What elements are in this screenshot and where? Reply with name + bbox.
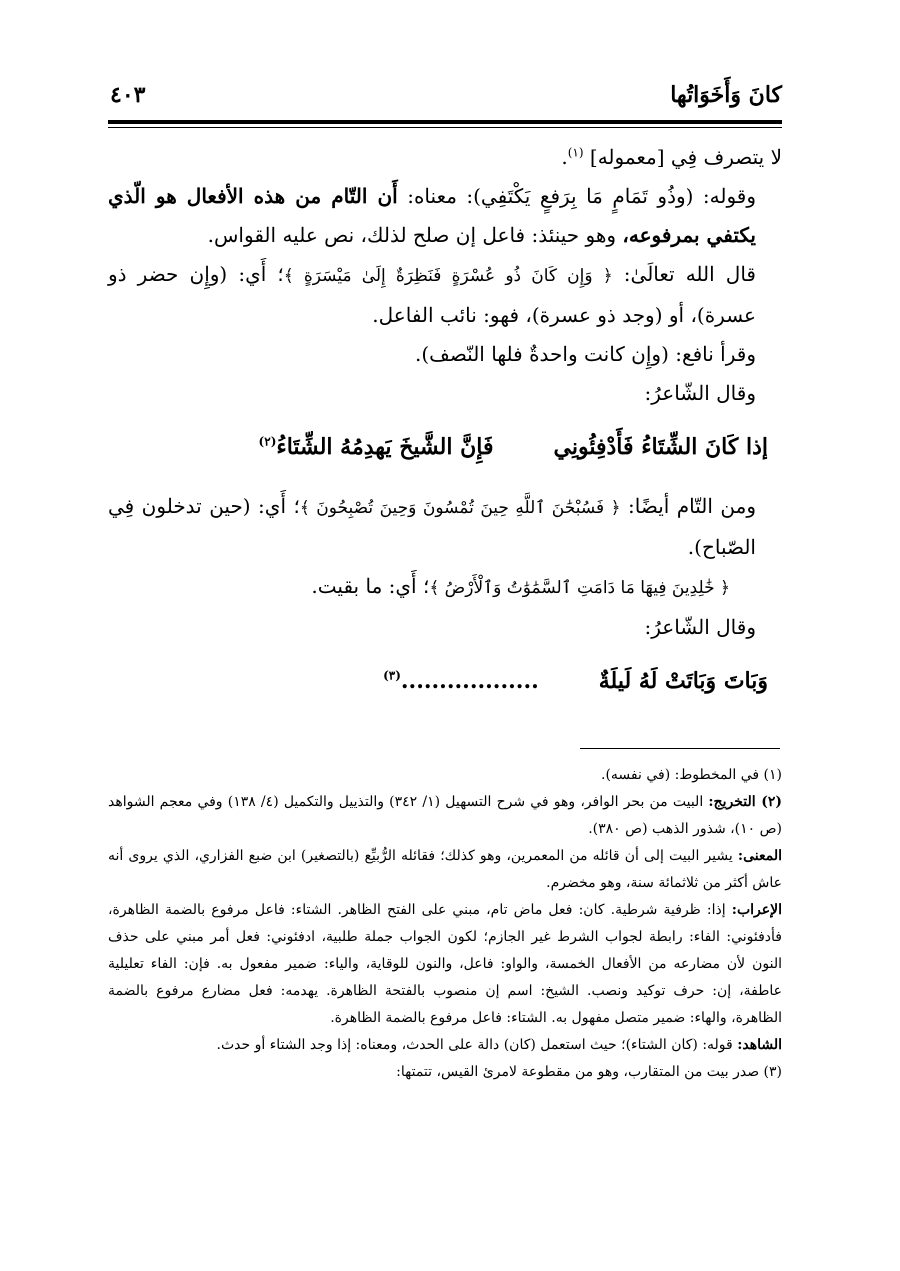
poem-verse	[108, 427, 782, 467]
page-header	[110, 82, 782, 114]
paragraph: ﴿ خَٰلِدِينَ فِيهَا مَا دَامَتِ ٱلسَّمَٰوَٰتُ وَٱلْأَرْضُ ﴾؛ أَي: ما بقيت.	[311, 574, 730, 598]
paragraph: وقوله: (وذُو تَمَامٍ مَا بِرَفعٍ يَكْتَفِي): معناه: أَن التّام من هذه الأفعال هو الّذي يكتفي بمرفوعه، وهو حينئذ: فاعل إن صلح لذلك، نص عليه القواس.	[108, 184, 757, 247]
header-rule-thin	[108, 127, 782, 128]
running-title: كانَ وَأَخَوَاتُها	[670, 82, 782, 108]
footnote-irab: الإعراب: إذا: ظرفية شرطية. كان: فعل ماض تام، مبني على الفتح الظاهر. الشتاء: فاعل مرفوع بالضمة الظاهرة، فأدفئوني: الفاء: رابطة لجواب الشرط غير الجازم؛ لكون الجواب جملة طلبية، ادفئوني: فعل أمر مبني على حذف النون لأن مضارعه من الأفعال الخمسة، والواو: فاعل، والنون للوقاية، والياء: ضمير مفعول به. فإن: الفاء تعليلية عاطفة، إن: حرف توكيد ونصب. الشيخ: اسم إن منصوب بالفتحة الظاهرة. يهدمه: فعل مضارع مرفوع بالضمة الظاهرة، والهاء: ضمير متصل مفهول به. الشتاء: فاعل مرفوع بالضمة الظاهرة.	[108, 902, 782, 1026]
paragraph: وقرأ نافع: (وإِن كانت واحدةٌ فلها النّصف).	[414, 342, 756, 366]
quran-verse: ﴿ فَسُبْحَٰنَ ٱللَّهِ حِينَ تُمْسُونَ وَحِينَ تُصْبِحُونَ ﴾	[299, 498, 621, 518]
footnote-1: (١) في المخطوط: (في نفسه).	[601, 767, 782, 783]
poem-verse	[108, 661, 782, 701]
footnote-separator	[580, 748, 780, 749]
paragraph: لا يتصرف فِي [معموله] $^{(١)}$.	[561, 145, 782, 169]
paragraph: وقال الشّاعرُ:	[644, 615, 756, 639]
footnote-2: (٢) التخريج: البيت من بحر الوافر، وهو في شرح التسهيل (١/ ٣٤٢) والتذييل والتكميل (٤/ ١٣٨) وفي معجم الشواهد (ص ١٠)، شذور الذهب (ص ٣٨٠).	[108, 794, 782, 837]
footnote-meaning: المعنى: يشير البيت إلى أن قائله من المعمرين، وهو كذلك؛ فقائله الرُّبيِّع (بالتصغير) ابن ضبع الفزاري، الذي يروى أنه عاش أكثر من ثلاثمائة سنة، وهو مخضرم.	[108, 848, 782, 891]
footnote-3: (٣) صدر بيت من المتقارب، وهو من مقطوعة لامرئ القيس، تتمتها:	[396, 1064, 782, 1080]
paragraph: قال الله تعالَىٰ: ﴿ وَإِن كَانَ ذُو عُسْرَةٍ فَنَظِرَةٌ إِلَىٰ مَيْسَرَةٍ ﴾؛ أَي: (وإِن حضر ذو عسرة)، أو (وجد ذو عسرة)، فهو: نائب الفاعل.	[108, 262, 756, 327]
poem-hemistich-right: إذا كَانَ الشِّتَاءُ فَأَدْفِئُونِي	[553, 434, 768, 460]
paragraph: ومن التّام أيضًا: ﴿ فَسُبْحَٰنَ ٱللَّهِ حِينَ تُمْسُونَ وَحِينَ تُصْبِحُونَ ﴾؛ أَي: (حين تدخلون فِي الصّباح).	[108, 494, 756, 559]
quran-verse: ﴿ وَإِن كَانَ ذُو عُسْرَةٍ فَنَظِرَةٌ إِلَىٰ مَيْسَرَةٍ ﴾	[283, 266, 613, 286]
footnote-marker[interactable]: (٢)	[258, 434, 277, 449]
poem-hemistich-left: ..................$^{(٣)}$	[383, 668, 539, 694]
poem-hemistich-right: وَبَاتَ وَبَاتَتْ لَهُ لَيلَةٌ	[598, 668, 768, 694]
footnotes	[108, 762, 782, 1086]
header-rule-thick	[108, 120, 782, 124]
footnote-shahid: الشاهد: قوله: (كان الشتاء)؛ حيث استعمل (كان) دالة على الحدث، ومعناه: إذا وجد الشتاء أو حدث.	[216, 1037, 782, 1053]
footnote-marker[interactable]: (١)	[567, 145, 584, 160]
main-text	[108, 138, 782, 721]
page-number: ٤٠٣	[110, 82, 146, 108]
quran-verse: ﴿ خَٰلِدِينَ فِيهَا مَا دَامَتِ ٱلسَّمَٰوَٰتُ وَٱلْأَرْضُ ﴾	[429, 578, 730, 598]
paragraph: وقال الشّاعرُ:	[644, 381, 756, 405]
footnote-marker[interactable]: (٣)	[383, 668, 401, 683]
poem-hemistich-left: فَإِنَّ الشَّيخَ يَهدِمُهُ الشِّتَاءُ$^{(٢)}$	[258, 434, 494, 460]
